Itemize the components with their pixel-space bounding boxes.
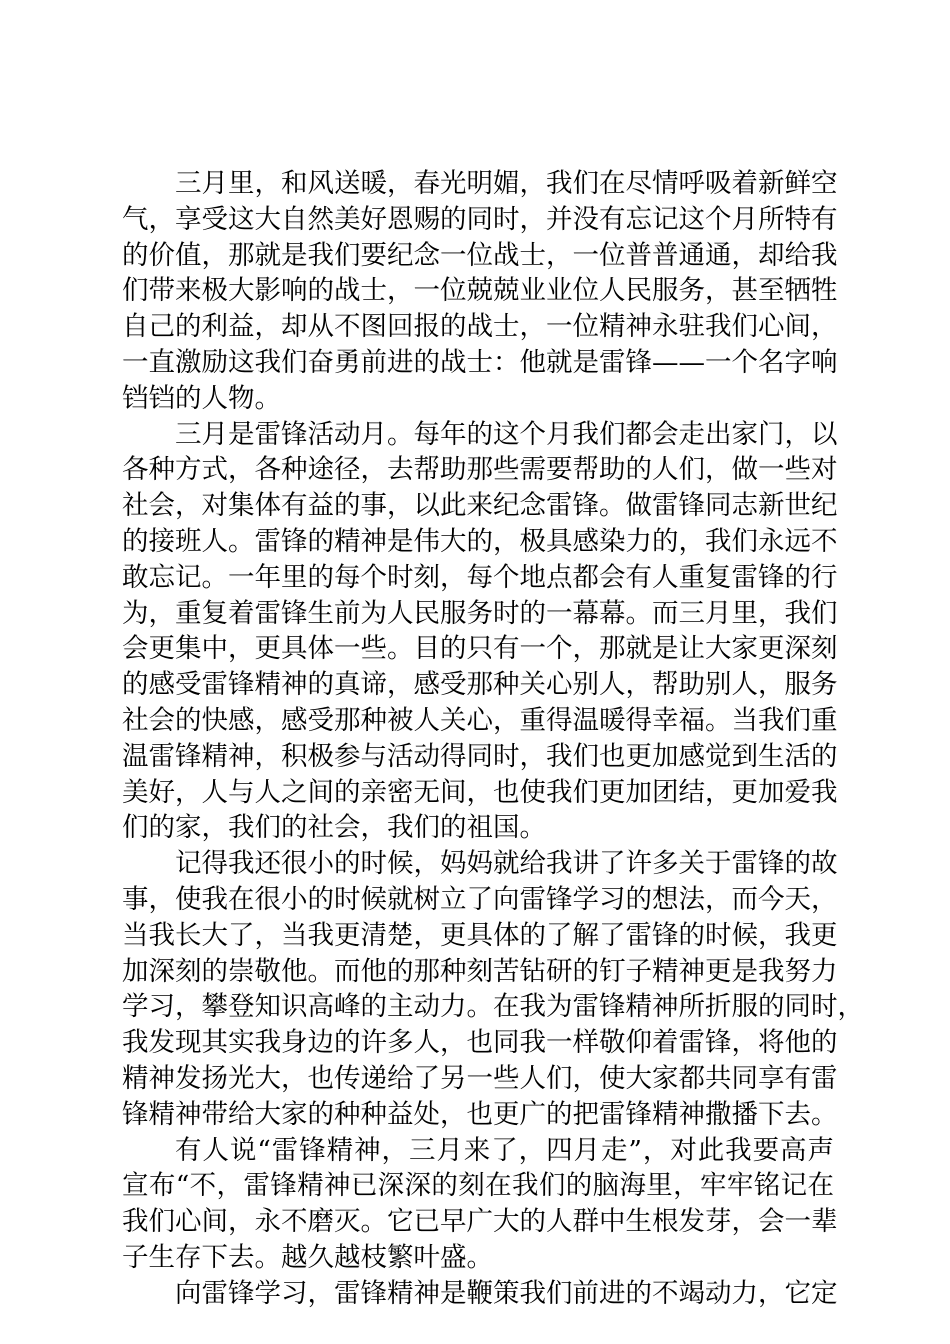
- paragraph-line: 三月里，和风送暖，春光明媚，我们在尽情呼吸着新鲜空: [175, 168, 838, 199]
- paragraph-line: 们带来极大影响的战士，一位兢兢业业位人民服务，甚至牺牲: [122, 275, 838, 307]
- paragraph-line: 们的家，我们的社会，我们的祖国。: [122, 812, 546, 844]
- paragraph-3: [122, 846, 864, 1132]
- paragraph-line: 精神发扬光大，也传递给了另一些人们，使大家都共同享有雷: [122, 1062, 838, 1094]
- paragraph-line: 记得我还很小的时候，妈妈就给我讲了许多关于雷锋的故: [175, 848, 838, 880]
- paragraph-line: 一直激励这我们奋勇前进的战士：他就是雷锋——一个名字响: [122, 346, 838, 378]
- paragraph-2: [122, 417, 838, 847]
- paragraph-line: 锋精神带给大家的种种益处，也更广的把雷锋精神撒播下去。: [122, 1098, 838, 1130]
- paragraph-line: 各种方式，各种途径，去帮助那些需要帮助的人们，做一些对: [122, 454, 838, 486]
- paragraph-line: 气，享受这大自然美好恩赐的同时，并没有忘记这个月所特有: [122, 203, 838, 235]
- paragraph-line: 加深刻的崇敬他。而他的那种刻苦钻研的钉子精神更是我努力: [122, 955, 838, 987]
- paragraph-1: [122, 166, 838, 417]
- paragraph-4: [122, 1133, 838, 1276]
- paragraph-line: 向雷锋学习，雷锋精神是鞭策我们前进的不竭动力，它定: [175, 1277, 838, 1309]
- paragraph-line: 为，重复着雷锋生前为人民服务时的一幕幕。而三月里，我们: [122, 597, 838, 629]
- paragraph-line: 我发现其实我身边的许多人，也同我一样敬仰着雷锋，将他的: [122, 1027, 838, 1059]
- paragraph-line: 自己的利益，却从不图回报的战士，一位精神永驻我们心间，: [122, 311, 838, 343]
- paragraph-line: 温雷锋精神，积极参与活动得同时，我们也更加感觉到生活的: [122, 740, 838, 772]
- paragraph-line: 三月是雷锋活动月。每年的这个月我们都会走出家门，以: [175, 418, 838, 450]
- paragraph-line: 当我长大了，当我更清楚，更具体的了解了雷锋的时候，我更: [122, 919, 838, 951]
- paragraph-line: 学习，攀登知识高峰的主动力。在我为雷锋精神所折服的同时，: [122, 991, 864, 1023]
- paragraph-line: 社会，对集体有益的事，以此来纪念雷锋。做雷锋同志新世纪: [122, 490, 838, 522]
- paragraph-line: 的价值，那就是我们要纪念一位战士，一位普普通通，却给我: [122, 239, 838, 271]
- paragraph-line: 铛铛的人物。: [122, 382, 281, 414]
- paragraph-line: 敢忘记。一年里的每个时刻，每个地点都会有人重复雷锋的行: [122, 561, 838, 593]
- document-body: [122, 166, 864, 1312]
- paragraph-line: 事，使我在很小的时候就树立了向雷锋学习的想法，而今天，: [122, 883, 838, 915]
- paragraph-line: 社会的快感，感受那种被人关心，重得温暖得幸福。当我们重: [122, 704, 838, 736]
- paragraph-5: [122, 1276, 838, 1312]
- paragraph-line: 宣布“不，雷锋精神已深深的刻在我们的脑海里，牢牢铭记在: [122, 1170, 834, 1202]
- paragraph-line: 有人说“雷锋精神，三月来了，四月走”，对此我要高声: [175, 1134, 834, 1166]
- paragraph-line: 美好，人与人之间的亲密无间，也使我们更加团结，更加爱我: [122, 776, 838, 808]
- paragraph-line: 我们心间，永不磨灭。它已早广大的人群中生根发芽，会一辈: [122, 1206, 838, 1238]
- paragraph-line: 子生存下去。越久越枝繁叶盛。: [122, 1241, 493, 1273]
- paragraph-line: 的感受雷锋精神的真谛，感受那种关心别人，帮助别人，服务: [122, 669, 838, 701]
- paragraph-line: 会更集中，更具体一些。目的只有一个，那就是让大家更深刻: [122, 633, 838, 665]
- paragraph-line: 的接班人。雷锋的精神是伟大的，极具感染力的，我们永远不: [122, 525, 838, 557]
